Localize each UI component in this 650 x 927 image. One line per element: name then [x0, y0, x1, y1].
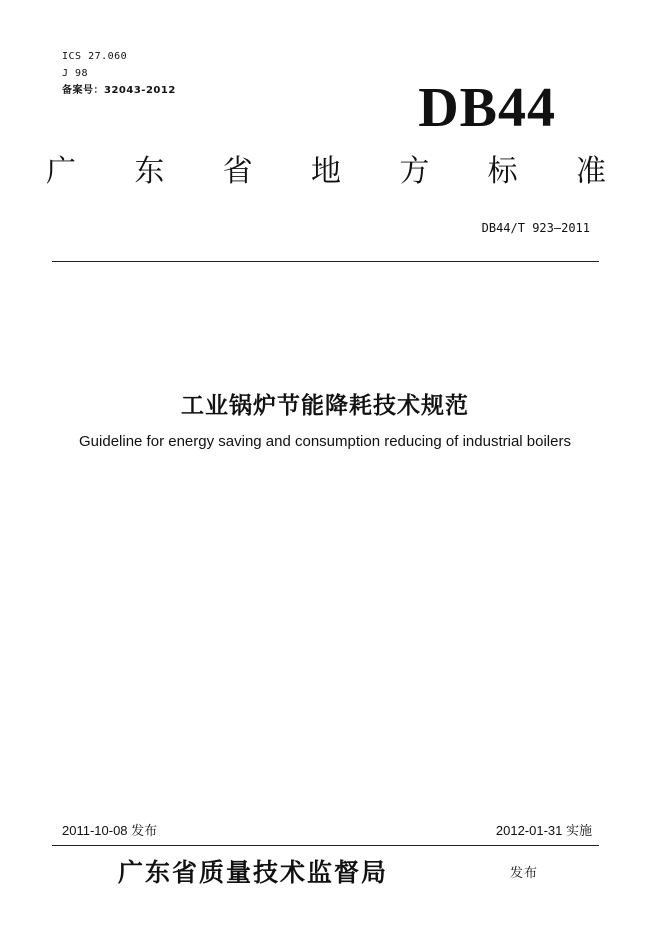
top-divider [52, 261, 599, 262]
title-char: 地 [310, 154, 341, 189]
issuing-authority: 广东省质量技术监督局 [118, 858, 389, 887]
document-title-chinese: 工业锅炉节能降耗技术规范 [181, 393, 469, 419]
title-char: 方 [399, 154, 430, 189]
filing-number: 备案号：32043-2012 [62, 85, 176, 96]
publish-label: 发布 [510, 866, 539, 881]
title-char: 东 [134, 154, 165, 189]
implementation-date: 2012-01-31 实施 [495, 823, 592, 838]
classification-code: J 98 [62, 68, 89, 79]
ics-code: ICS 27.060 [62, 51, 128, 62]
title-char: 标 [487, 154, 518, 189]
title-char: 广 [46, 154, 76, 189]
publish-date: 2011-10-08 发布 [62, 823, 158, 838]
bottom-divider [52, 845, 599, 846]
standard-type-title [46, 152, 606, 192]
standard-number: DB44/T 923—2011 [481, 221, 590, 235]
title-char: 省 [222, 154, 253, 189]
db44-logo: DB44 [418, 77, 556, 139]
title-char: 准 [575, 154, 606, 189]
document-title-english: Guideline for energy saving and consumption reducing of industrial boilers [79, 433, 571, 450]
